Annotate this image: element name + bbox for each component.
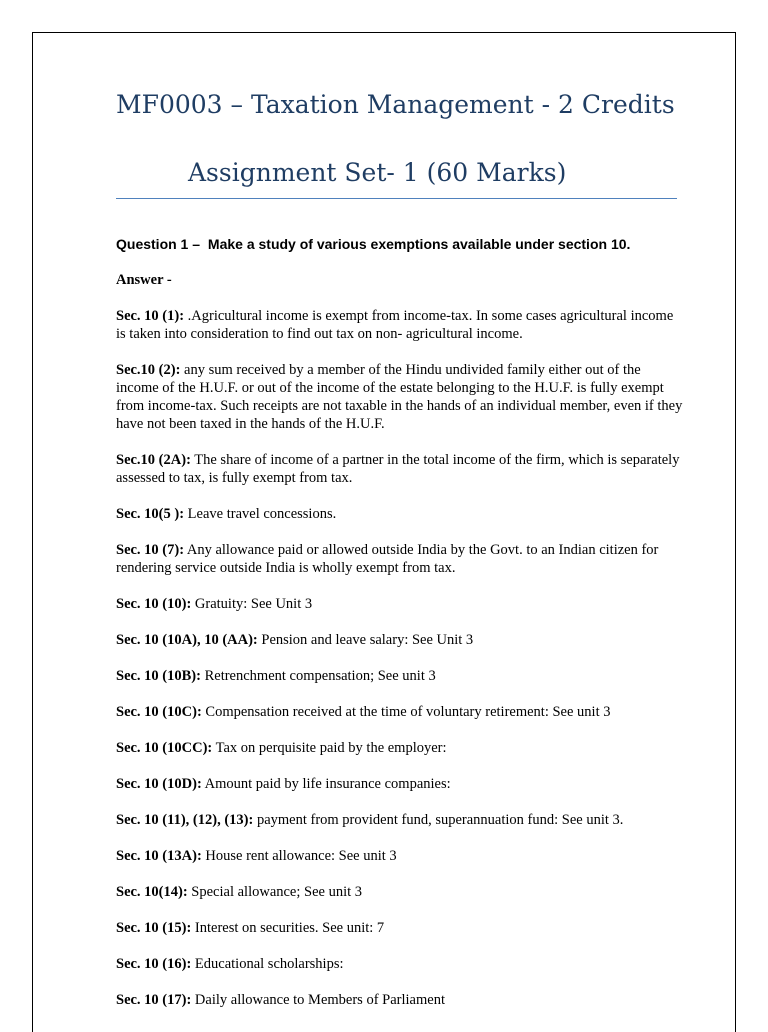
section-ref: Sec. 10 (10B): <box>116 668 201 684</box>
section-paragraph <box>116 451 684 487</box>
section-text: The share of income of a partner in the total income of the firm, which is separately assessed to tax, is fully exempt from tax. <box>116 452 680 486</box>
section-ref: Sec. 10 (11), (12), (13): <box>116 812 254 828</box>
section-text: Gratuity: See Unit 3 <box>191 596 313 612</box>
title-divider <box>116 198 677 199</box>
section-ref: Sec. 10 (10CC): <box>116 740 213 756</box>
section-paragraph <box>116 631 684 649</box>
section-ref: Sec. 10 (13A): <box>116 848 202 864</box>
section-paragraph <box>116 955 684 973</box>
section-text: Daily allowance to Members of Parliament <box>191 992 445 1008</box>
section-paragraph <box>116 883 684 901</box>
section-text: Retrenchment compensation; See unit 3 <box>200 668 436 684</box>
section-text: House rent allowance: See unit 3 <box>201 848 397 864</box>
section-text: Special allowance; See unit 3 <box>187 884 363 900</box>
document-title: MF0003 – Taxation Management - 2 Credits <box>116 90 675 119</box>
section-ref: Sec. 10 (16): <box>116 956 192 972</box>
section-paragraph <box>116 775 684 793</box>
question-label: Question 1 – <box>116 236 201 252</box>
section-paragraph <box>116 307 684 343</box>
section-ref: Sec. 10 (17): <box>116 992 192 1008</box>
section-text: Amount paid by life insurance companies: <box>201 776 451 792</box>
section-text: Pension and leave salary: See Unit 3 <box>257 632 474 648</box>
section-ref: Sec.10 (2): <box>116 362 181 378</box>
section-paragraph <box>116 667 684 685</box>
section-text: Educational scholarships: <box>191 956 344 972</box>
section-text: Any allowance paid or allowed outside India by the Govt. to an Indian citizen for rendering service outside India is wholly exempt from tax. <box>116 542 659 576</box>
section-paragraph <box>116 739 684 757</box>
section-paragraph <box>116 811 684 829</box>
section-paragraph <box>116 505 684 523</box>
sections-list <box>116 307 684 1027</box>
section-text: .Agricultural income is exempt from income-tax. In some cases agricultural income is taken into consideration to find out tax on non- agricultural income. <box>116 308 674 342</box>
section-ref: Sec. 10 (10C): <box>116 704 202 720</box>
section-text: Tax on perquisite paid by the employer: <box>212 740 447 756</box>
section-ref: Sec. 10 (10D): <box>116 776 202 792</box>
section-paragraph <box>116 595 684 613</box>
section-text: Compensation received at the time of voluntary retirement: See unit 3 <box>201 704 611 720</box>
answer-label: Answer - <box>116 272 172 288</box>
section-ref: Sec. 10(5 ): <box>116 506 185 522</box>
question-heading <box>116 236 630 252</box>
section-paragraph <box>116 541 684 577</box>
section-text: Interest on securities. See unit: 7 <box>191 920 385 936</box>
section-ref: Sec. 10 (10): <box>116 596 192 612</box>
section-ref: Sec. 10(14): <box>116 884 188 900</box>
section-paragraph <box>116 703 684 721</box>
section-ref: Sec. 10 (7): <box>116 542 185 558</box>
section-ref: Sec.10 (2A): <box>116 452 191 468</box>
document-subtitle: Assignment Set- 1 (60 Marks) <box>188 158 567 187</box>
section-paragraph <box>116 361 684 433</box>
section-paragraph <box>116 847 684 865</box>
question-text: Make a study of various exemptions available under section 10. <box>204 236 631 252</box>
section-paragraph <box>116 919 684 937</box>
section-ref: Sec. 10 (1): <box>116 308 185 324</box>
section-text: any sum received by a member of the Hindu undivided family either out of the income of the H.U.F. or out of the income of the estate belonging to the H.U.F. is fully exempt from income-tax. Such receipts are not taxable in the hands of an individual member, even if they have not been taxed in the hands of the H.U.F. <box>116 362 683 432</box>
section-text: Leave travel concessions. <box>184 506 337 522</box>
section-paragraph <box>116 991 684 1009</box>
section-ref: Sec. 10 (10A), 10 (AA): <box>116 632 258 648</box>
section-text: payment from provident fund, superannuation fund: See unit 3. <box>253 812 624 828</box>
section-ref: Sec. 10 (15): <box>116 920 192 936</box>
